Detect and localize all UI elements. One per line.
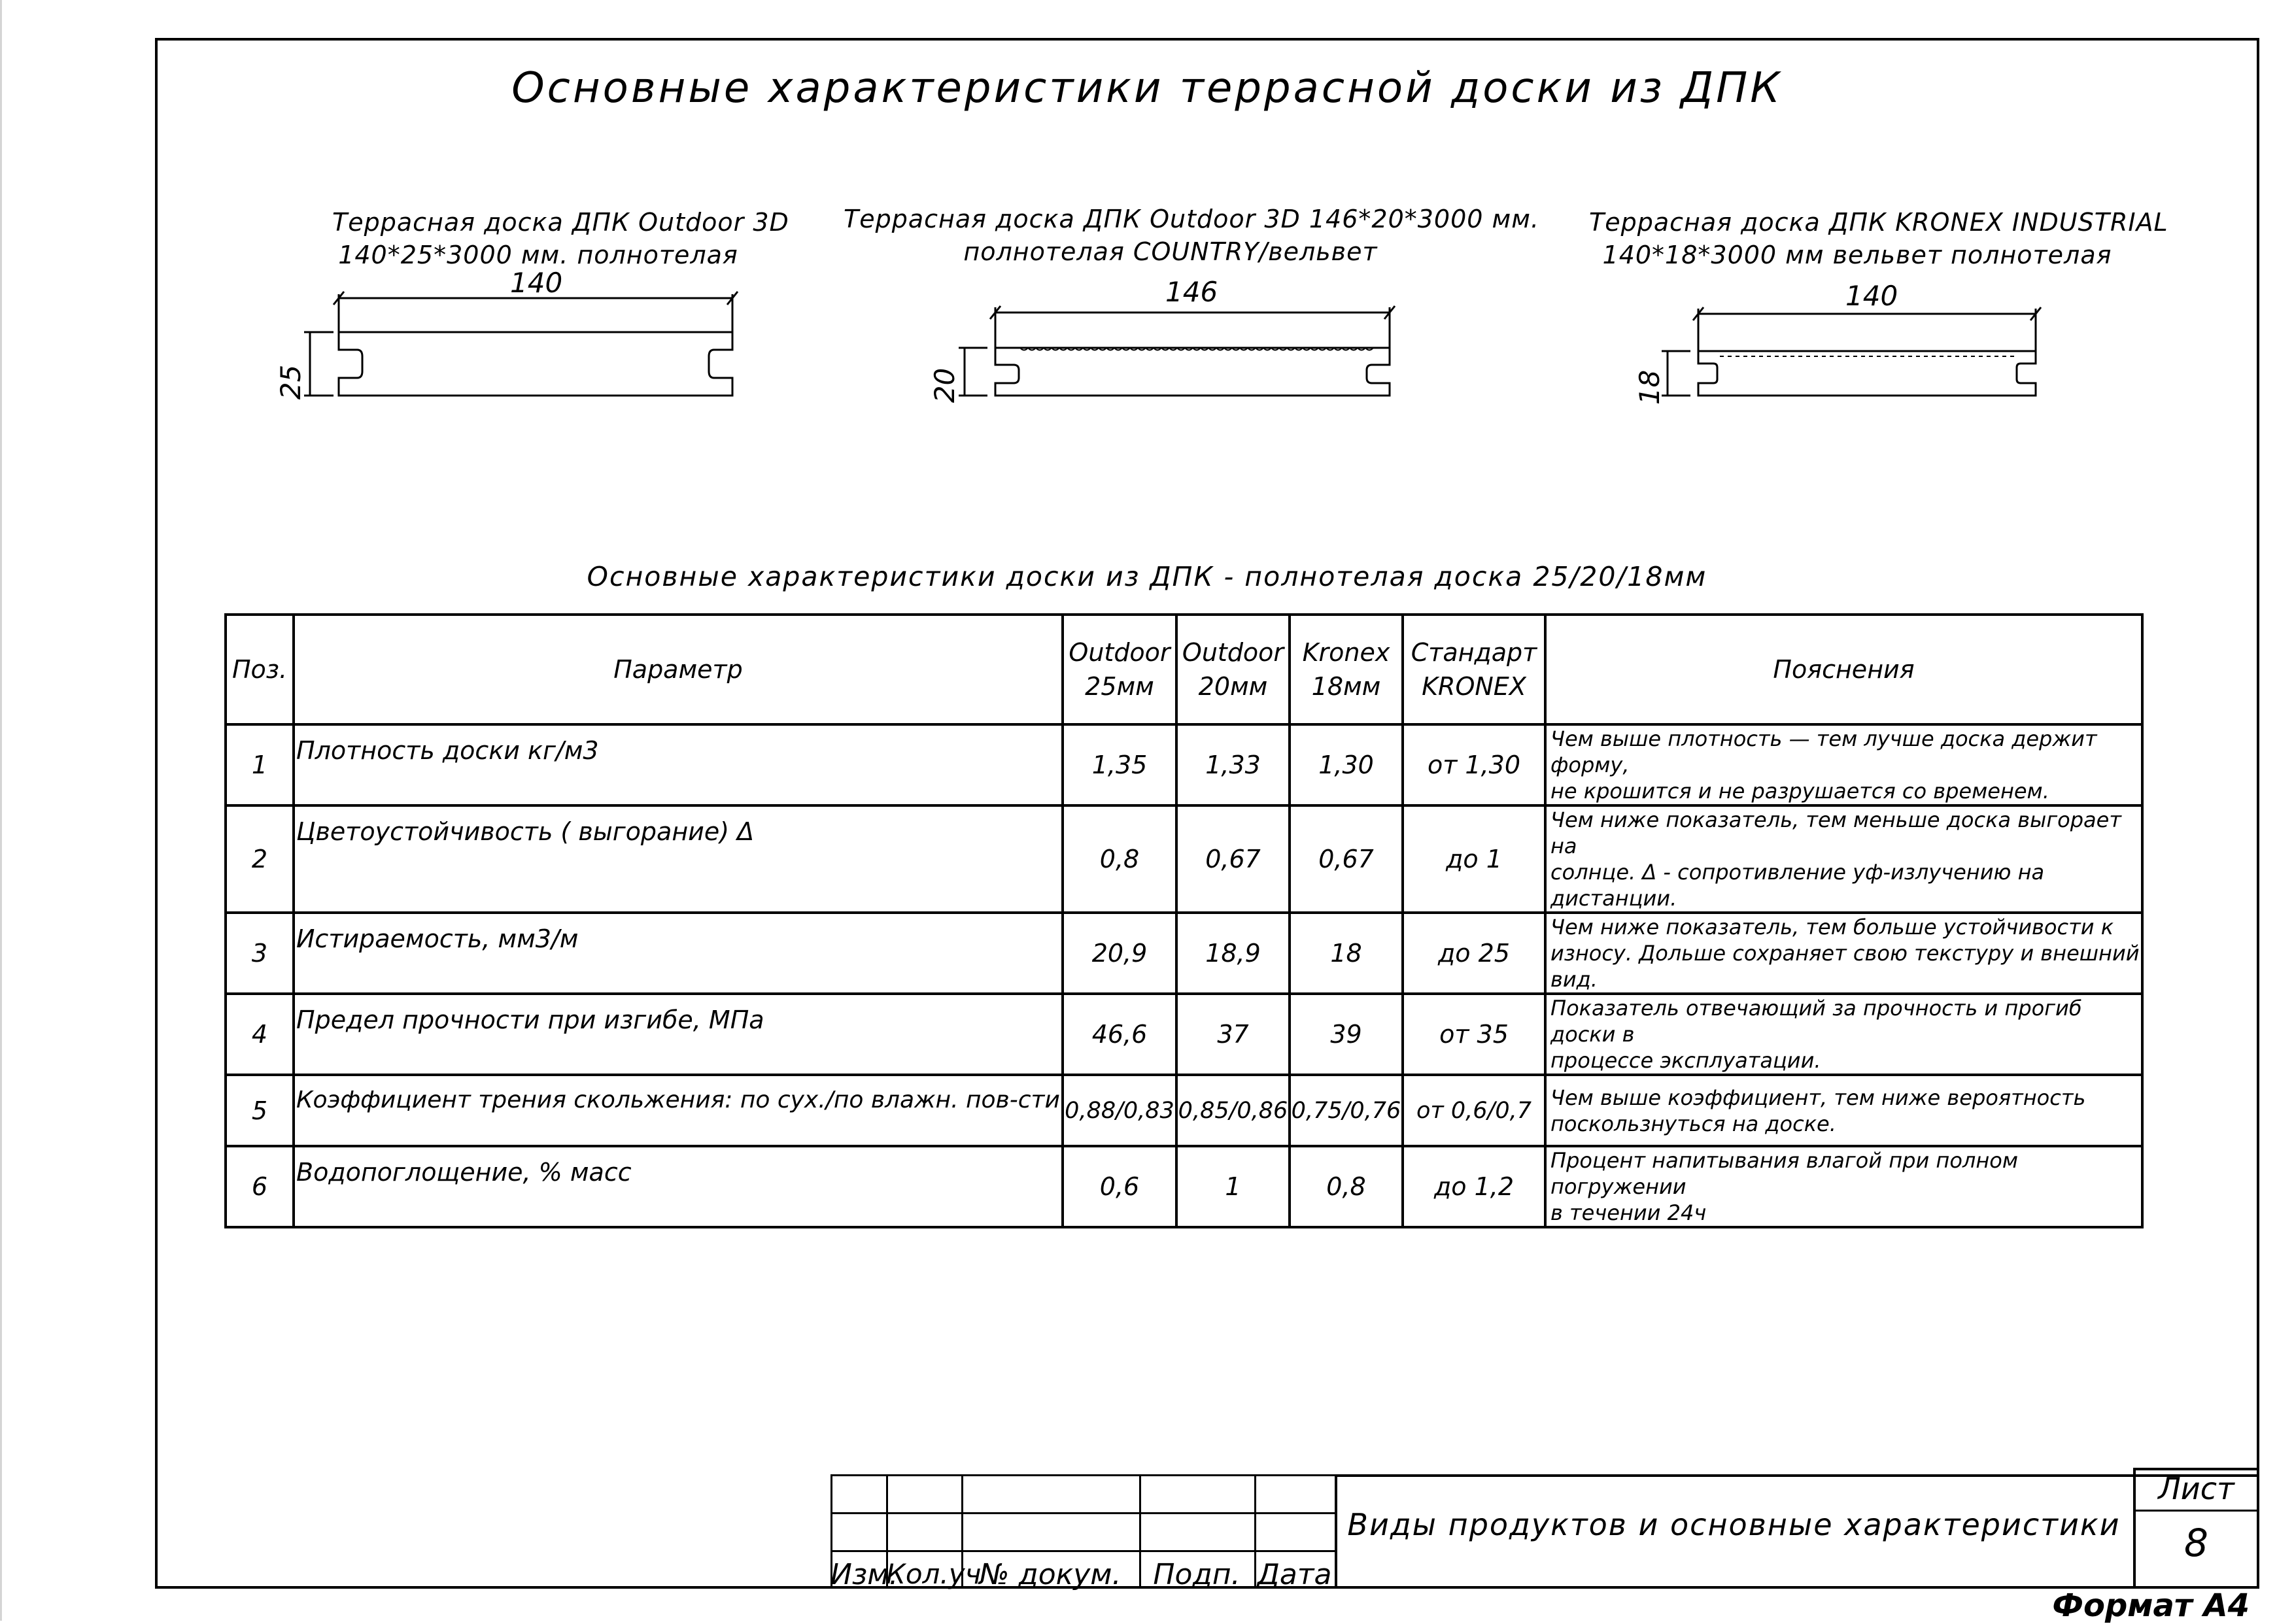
cell-kronex18: 1,30: [1290, 724, 1403, 805]
cell-pos: 1: [226, 724, 294, 805]
cell-note: Чем ниже показатель, тем меньше доска выгорает на солнце. Δ - сопротивление уф-излучению на дистанции.: [1545, 805, 2142, 913]
cell-standard: от 0,6/0,7: [1403, 1075, 1545, 1146]
profile-3-caption-line2: 140*18*3000 мм вельвет полнотелая: [1602, 241, 2112, 269]
cell-pos: 4: [226, 994, 294, 1075]
cell-pos: 2: [226, 805, 294, 913]
cell-note: Процент напитывания влагой при полном погружении в течении 24ч: [1545, 1146, 2142, 1227]
table-row: [226, 1146, 2142, 1227]
sheet-label: Лист: [2158, 1471, 2234, 1506]
spec-table: [224, 613, 2144, 1228]
col-header-outdoor25: Outdoor 25мм: [1063, 615, 1176, 724]
cell-standard: до 1,2: [1403, 1146, 1545, 1227]
cell-outdoor25: 0,8: [1063, 805, 1176, 913]
cell-outdoor20: 37: [1176, 994, 1290, 1075]
cell-kronex18: 0,8: [1290, 1146, 1403, 1227]
cell-standard: до 25: [1403, 913, 1545, 994]
table-row: [226, 805, 2142, 913]
col-header-outdoor20: Outdoor 20мм: [1176, 615, 1290, 724]
table-row: [226, 994, 2142, 1075]
cell-outdoor25: 20,9: [1063, 913, 1176, 994]
cell-param: Плотность доски кг/м3: [294, 724, 1063, 805]
table-row: [226, 1075, 2142, 1146]
profile-1-section: [304, 292, 738, 396]
cell-note: Чем ниже показатель, тем больше устойчивости к износу. Дольше сохраняет свою текстуру и внешний вид.: [1545, 913, 2142, 994]
cell-pos: 6: [226, 1146, 294, 1227]
col-header-notes: Пояснения: [1545, 615, 2142, 724]
cell-param: Цветоустойчивость ( выгорание) Δ: [294, 805, 1063, 913]
cell-outdoor20: 1: [1176, 1146, 1290, 1227]
profile-2-section: [959, 306, 1395, 396]
profile-2-caption-line1: Террасная доска ДПК Outdoor 3D 146*20*3000 мм.: [844, 205, 1539, 233]
cell-standard: от 1,30: [1403, 724, 1545, 805]
profile-3-width-dim: 140: [1845, 280, 1898, 312]
cell-kronex18: 39: [1290, 994, 1403, 1075]
profile-2-height-dim: 20: [929, 367, 961, 403]
cell-outdoor20: 0,85/0,86: [1176, 1075, 1290, 1146]
col-header-pos: Поз.: [226, 615, 294, 724]
cell-kronex18: 18: [1290, 913, 1403, 994]
profile-3-caption-line1: Террасная доска ДПК KRONEX INDUSTRIAL: [1589, 208, 2168, 237]
profile-2-caption-line2: полнотелая COUNTRY/вельвет: [963, 237, 1378, 266]
cell-outdoor25: 0,6: [1063, 1146, 1176, 1227]
cell-param: Коэффициент трения скольжения: по сух./по влажн. пов-сти: [294, 1075, 1063, 1146]
cell-note: Чем выше плотность — тем лучше доска держит форму, не крошится и не разрушается со временем.: [1545, 724, 2142, 805]
profile-1-caption-line1: Террасная доска ДПК Outdoor 3D: [332, 208, 789, 237]
profile-3-height-dim: 18: [1634, 369, 1666, 405]
table-row: [226, 724, 2142, 805]
col-header-param: Параметр: [294, 615, 1063, 724]
cell-outdoor20: 0,67: [1176, 805, 1290, 913]
profile-1-height-dim: 25: [275, 364, 307, 400]
cell-pos: 3: [226, 913, 294, 994]
profile-3-section: [1662, 307, 2041, 396]
cell-outdoor25: 1,35: [1063, 724, 1176, 805]
stamp-sign-label: Подп.: [1153, 1558, 1241, 1591]
cell-kronex18: 0,75/0,76: [1290, 1075, 1403, 1146]
sheet-description: Виды продуктов и основные характеристики: [1347, 1507, 2121, 1542]
stamp-izm-label: Изм.: [830, 1558, 899, 1591]
format-label: Формат А4: [2052, 1587, 2250, 1624]
cell-param: Истираемость, мм3/м: [294, 913, 1063, 994]
cell-note: Показатель отвечающий за прочность и прогиб доски в процессе эксплуатации.: [1545, 994, 2142, 1075]
profile-drawings: [0, 0, 2294, 458]
stamp-doc-label: № докум.: [979, 1558, 1121, 1591]
table-row: [226, 913, 2142, 994]
page-title: Основные характеристики террасной доски из ДПК: [511, 64, 1783, 112]
cell-pos: 5: [226, 1075, 294, 1146]
col-header-kronex18: Kronex 18мм: [1290, 615, 1403, 724]
cell-standard: от 35: [1403, 994, 1545, 1075]
cell-outdoor25: 46,6: [1063, 994, 1176, 1075]
sheet-number: 8: [2184, 1521, 2208, 1565]
stamp-date-label: Дата: [1257, 1558, 1332, 1591]
table-header-row: [226, 615, 2142, 724]
cell-standard: до 1: [1403, 805, 1545, 913]
cell-param: Предел прочности при изгибе, МПа: [294, 994, 1063, 1075]
cell-note: Чем выше коэффициент, тем ниже вероятность поскользнуться на доске.: [1545, 1075, 2142, 1146]
cell-outdoor25: 0,88/0,83: [1063, 1075, 1176, 1146]
cell-kronex18: 0,67: [1290, 805, 1403, 913]
stamp-kol-label: Кол.уч: [886, 1558, 982, 1590]
col-header-standard: Стандарт KRONEX: [1403, 615, 1545, 724]
cell-outdoor20: 1,33: [1176, 724, 1290, 805]
cell-param: Водопоглощение, % масс: [294, 1146, 1063, 1227]
profile-1-width-dim: 140: [510, 267, 563, 299]
table-title: Основные характеристики доски из ДПК - полнотелая доска 25/20/18мм: [587, 561, 1707, 592]
profile-2-width-dim: 146: [1165, 276, 1218, 308]
cell-outdoor20: 18,9: [1176, 913, 1290, 994]
profile-1-caption-line2: 140*25*3000 мм. полнотелая: [338, 241, 738, 269]
